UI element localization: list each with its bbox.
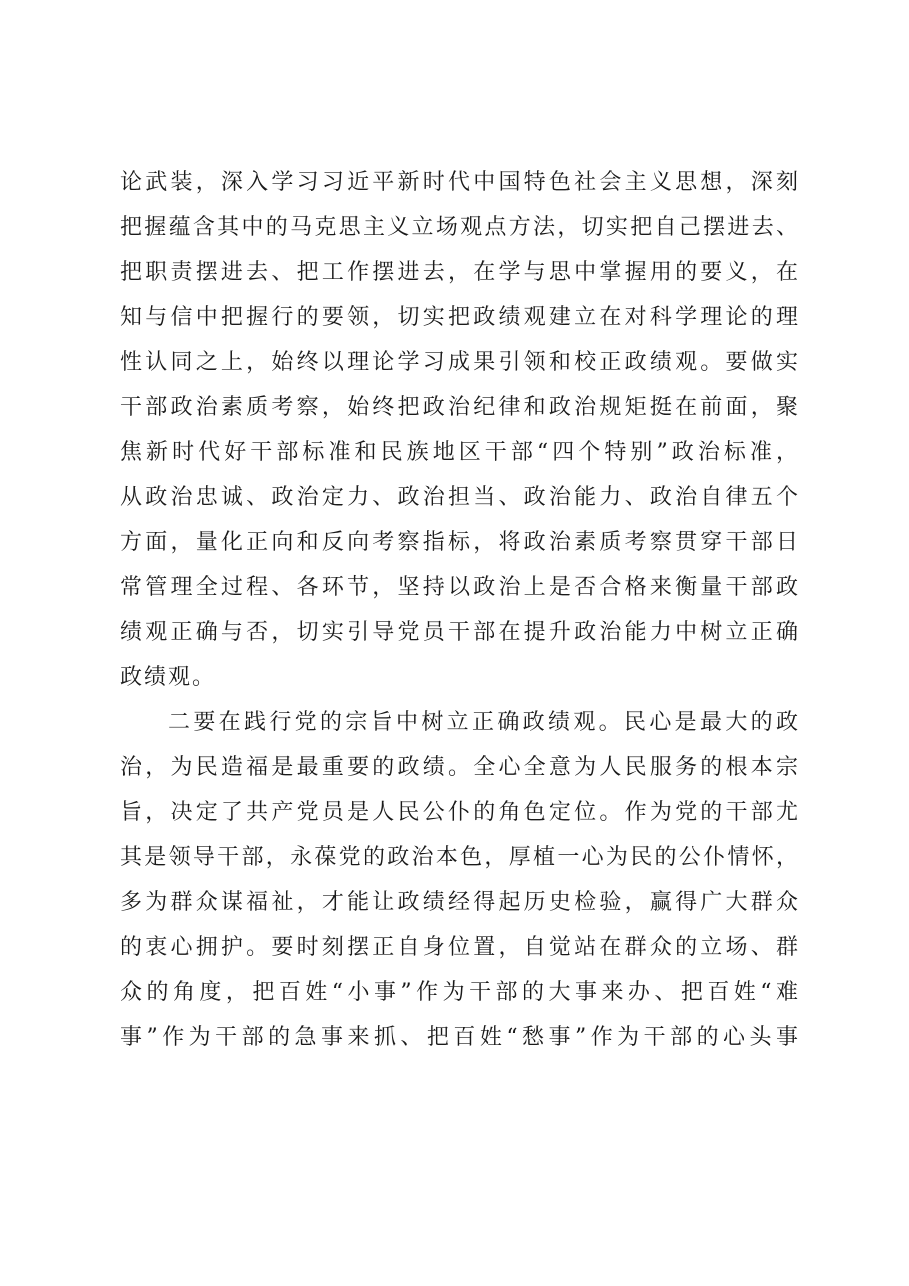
text-line: 旨，决定了共产党员是人民公仆的角色定位。作为党的干部尤 [120, 800, 800, 825]
paragraph-2 [120, 700, 800, 1060]
text-line: 干部政治素质考察，始终把政治纪律和政治规矩挺在前面，聚 [120, 395, 800, 420]
text-line: 常管理全过程、各环节，坚持以政治上是否合格来衡量干部政 [120, 575, 800, 600]
paragraph-1 [120, 160, 800, 700]
text-line: 绩观正确与否，切实引导党员干部在提升政治能力中树立正确 [120, 620, 800, 645]
text-line: 的衷心拥护。要时刻摆正自身位置，自觉站在群众的立场、群 [120, 935, 800, 960]
text-line: 众的角度，把百姓“小事”作为干部的大事来办、把百姓“难 [120, 980, 800, 1005]
text-line: 从政治忠诚、政治定力、政治担当、政治能力、政治自律五个 [120, 485, 800, 510]
text-line: 其是领导干部，永葆党的政治本色，厚植一心为民的公仆情怀， [120, 845, 800, 870]
text-line: 论武装，深入学习习近平新时代中国特色社会主义思想，深刻 [120, 170, 800, 195]
document-body [120, 160, 800, 1060]
text-line: 把职责摆进去、把工作摆进去，在学与思中掌握用的要义，在 [120, 260, 800, 285]
text-line: 焦新时代好干部标准和民族地区干部“四个特别”政治标准， [120, 440, 800, 465]
text-line: 二要在践行党的宗旨中树立正确政绩观。民心是最大的政 [168, 710, 800, 735]
text-line: 政绩观。 [120, 665, 217, 690]
text-line: 性认同之上，始终以理论学习成果引领和校正政绩观。要做实 [120, 350, 800, 375]
text-line: 治，为民造福是最重要的政绩。全心全意为人民服务的根本宗 [120, 755, 800, 780]
text-line: 把握蕴含其中的马克思主义立场观点方法，切实把自己摆进去、 [120, 215, 800, 240]
text-line: 知与信中把握行的要领，切实把政绩观建立在对科学理论的理 [120, 305, 800, 330]
text-line: 事”作为干部的急事来抓、把百姓“愁事”作为干部的心头事 [120, 1025, 800, 1050]
text-line: 方面，量化正向和反向考察指标，将政治素质考察贯穿干部日 [120, 530, 800, 555]
text-line: 多为群众谋福祉，才能让政绩经得起历史检验，赢得广大群众 [120, 890, 800, 915]
